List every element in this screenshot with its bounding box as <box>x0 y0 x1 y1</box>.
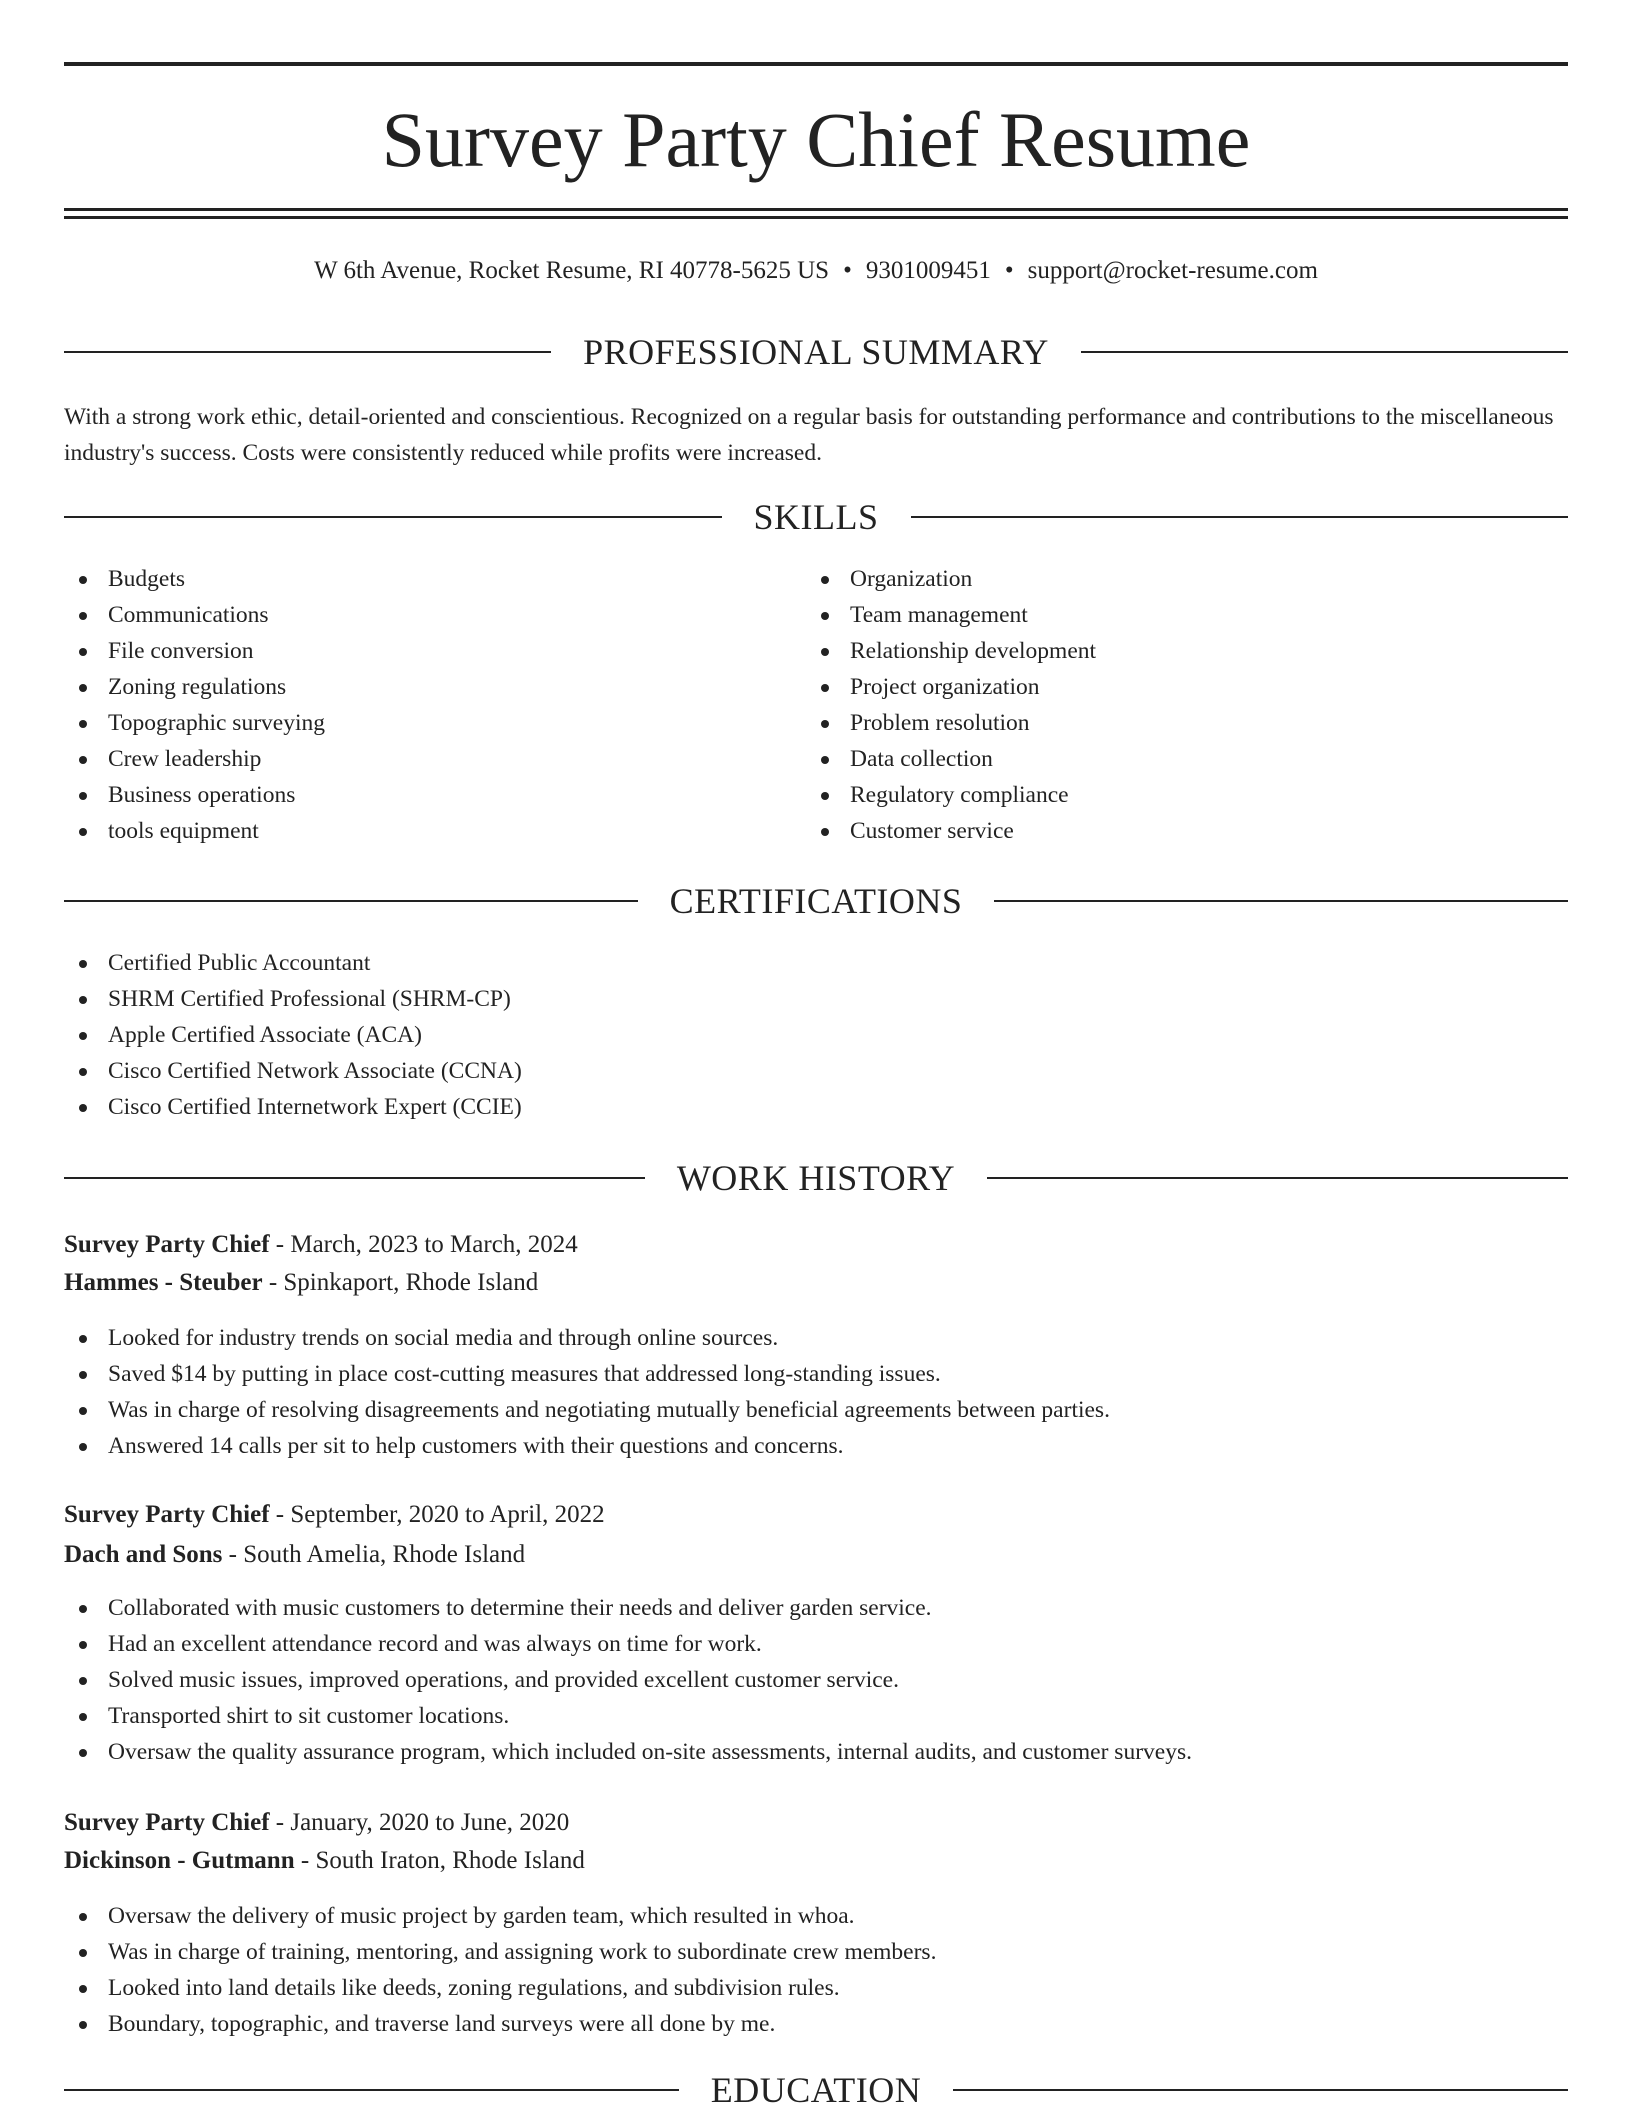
contact-separator: • <box>843 257 852 284</box>
skill-item: Zoning regulations <box>64 669 804 705</box>
certification-item: Cisco Certified Network Associate (CCNA) <box>64 1053 1568 1089</box>
job-dates: - January, 2020 to June, 2020 <box>269 1809 570 1836</box>
job-company-line <box>64 1266 538 1300</box>
heading-rule-left <box>64 516 722 518</box>
job-title: Survey Party Chief <box>64 1231 270 1258</box>
skill-item: Regulatory compliance <box>806 777 1546 813</box>
job-company: Dickinson - Gutmann <box>64 1847 295 1874</box>
certification-item: Cisco Certified Internetwork Expert (CCIE) <box>64 1089 1568 1125</box>
job-title: Survey Party Chief <box>64 1809 270 1836</box>
skill-item: Team management <box>806 597 1546 633</box>
skills-list-right <box>806 561 1546 849</box>
job-location: - Spinkaport, Rhode Island <box>262 1269 539 1296</box>
job-title-line <box>64 1806 569 1840</box>
job-bullet: Transported shirt to sit customer locations. <box>64 1698 1568 1734</box>
heading-rule-left <box>64 1177 645 1179</box>
job-location: - South Amelia, Rhode Island <box>222 1541 526 1568</box>
job-bullet: Answered 14 calls per sit to help customers with their questions and concerns. <box>64 1428 1568 1464</box>
section-heading-education <box>64 2068 1568 2112</box>
contact-separator: • <box>1004 257 1014 284</box>
certification-item: Apple Certified Associate (ACA) <box>64 1017 1568 1053</box>
skill-item: Relationship development <box>806 633 1546 669</box>
certification-item: Certified Public Accountant <box>64 945 1568 981</box>
header-rule-upper <box>64 208 1568 211</box>
job-bullet: Looked for industry trends on social media and through online sources. <box>64 1320 1568 1356</box>
summary-text: With a strong work ethic, detail-oriented and conscientious. Recognized on a regular basis for outstanding performance and contributions to the miscellaneous industry's success. Costs were consistently reduced while profits were increased. <box>64 404 1554 466</box>
job-company: Hammes - Steuber <box>64 1269 263 1296</box>
job-title-line <box>64 1498 605 1532</box>
heading-rule-right <box>953 2089 1568 2091</box>
section-heading-summary <box>64 330 1568 374</box>
job-bullet: Collaborated with music customers to determine their needs and deliver garden service. <box>64 1590 1568 1626</box>
job-bullet: Was in charge of resolving disagreements and negotiating mutually beneficial agreements between parties. <box>64 1392 1568 1428</box>
skill-item: Budgets <box>64 561 804 597</box>
skill-item: Data collection <box>806 741 1546 777</box>
job-dates: - March, 2023 to March, 2024 <box>269 1231 578 1258</box>
skill-item: Problem resolution <box>806 705 1546 741</box>
contact-line <box>64 254 1568 288</box>
skill-item: Customer service <box>806 813 1546 849</box>
heading-rule-right <box>987 1177 1568 1179</box>
section-title: CERTIFICATIONS <box>669 881 963 921</box>
certification-item: SHRM Certified Professional (SHRM-CP) <box>64 981 1568 1017</box>
skill-item: tools equipment <box>64 813 804 849</box>
job-bullet: Looked into land details like deeds, zoning regulations, and subdivision rules. <box>64 1970 1568 2006</box>
skill-item: Communications <box>64 597 804 633</box>
contact-email: support@rocket-resume.com <box>1027 257 1318 284</box>
section-heading-work-history <box>64 1156 1568 1200</box>
job-bullet: Oversaw the delivery of music project by garden team, which resulted in whoa. <box>64 1898 1568 1934</box>
header-rule-lower <box>64 216 1568 219</box>
job-company-line <box>64 1538 525 1572</box>
job-bullet: Boundary, topographic, and traverse land surveys were all done by me. <box>64 2006 1568 2042</box>
heading-rule-left <box>64 2089 679 2091</box>
skill-item: Organization <box>806 561 1546 597</box>
skill-item: Business operations <box>64 777 804 813</box>
job-bullet: Solved music issues, improved operations, and provided excellent customer service. <box>64 1662 1568 1698</box>
job-bullets <box>64 1898 1568 2042</box>
header-top-rule <box>64 62 1568 66</box>
certifications-list <box>64 945 1568 1125</box>
job-company: Dach and Sons <box>64 1541 223 1568</box>
job-title: Survey Party Chief <box>64 1501 270 1528</box>
job-title-line <box>64 1228 578 1262</box>
job-bullet: Saved $14 by putting in place cost-cutting measures that addressed long-standing issues. <box>64 1356 1568 1392</box>
skill-item: File conversion <box>64 633 804 669</box>
contact-address: W 6th Avenue, Rocket Resume, RI 40778-5625 US <box>314 257 830 284</box>
skills-list-left <box>64 561 804 849</box>
section-heading-skills <box>64 495 1568 539</box>
heading-rule-left <box>64 900 638 902</box>
job-bullet: Oversaw the quality assurance program, which included on-site assessments, internal audits, and customer surveys. <box>64 1734 1568 1770</box>
job-bullet: Had an excellent attendance record and was always on time for work. <box>64 1626 1568 1662</box>
heading-rule-right <box>1081 351 1568 353</box>
section-heading-certifications <box>64 879 1568 923</box>
resume-title: Survey Party Chief Resume <box>381 96 1251 183</box>
section-title: SKILLS <box>753 497 879 537</box>
job-dates: - September, 2020 to April, 2022 <box>269 1501 605 1528</box>
job-bullets <box>64 1320 1568 1464</box>
job-bullet: Was in charge of training, mentoring, and assigning work to subordinate crew members. <box>64 1934 1568 1970</box>
job-location: - South Iraton, Rhode Island <box>294 1847 585 1874</box>
section-title: WORK HISTORY <box>676 1158 956 1198</box>
skill-item: Project organization <box>806 669 1546 705</box>
heading-rule-right <box>994 900 1568 902</box>
skill-item: Topographic surveying <box>64 705 804 741</box>
heading-rule-left <box>64 351 551 353</box>
skill-item: Crew leadership <box>64 741 804 777</box>
job-bullets <box>64 1590 1568 1770</box>
heading-rule-right <box>911 516 1569 518</box>
contact-phone: 9301009451 <box>865 257 991 284</box>
section-title: PROFESSIONAL SUMMARY <box>583 332 1049 372</box>
job-company-line <box>64 1844 585 1878</box>
section-title: EDUCATION <box>710 2070 922 2110</box>
